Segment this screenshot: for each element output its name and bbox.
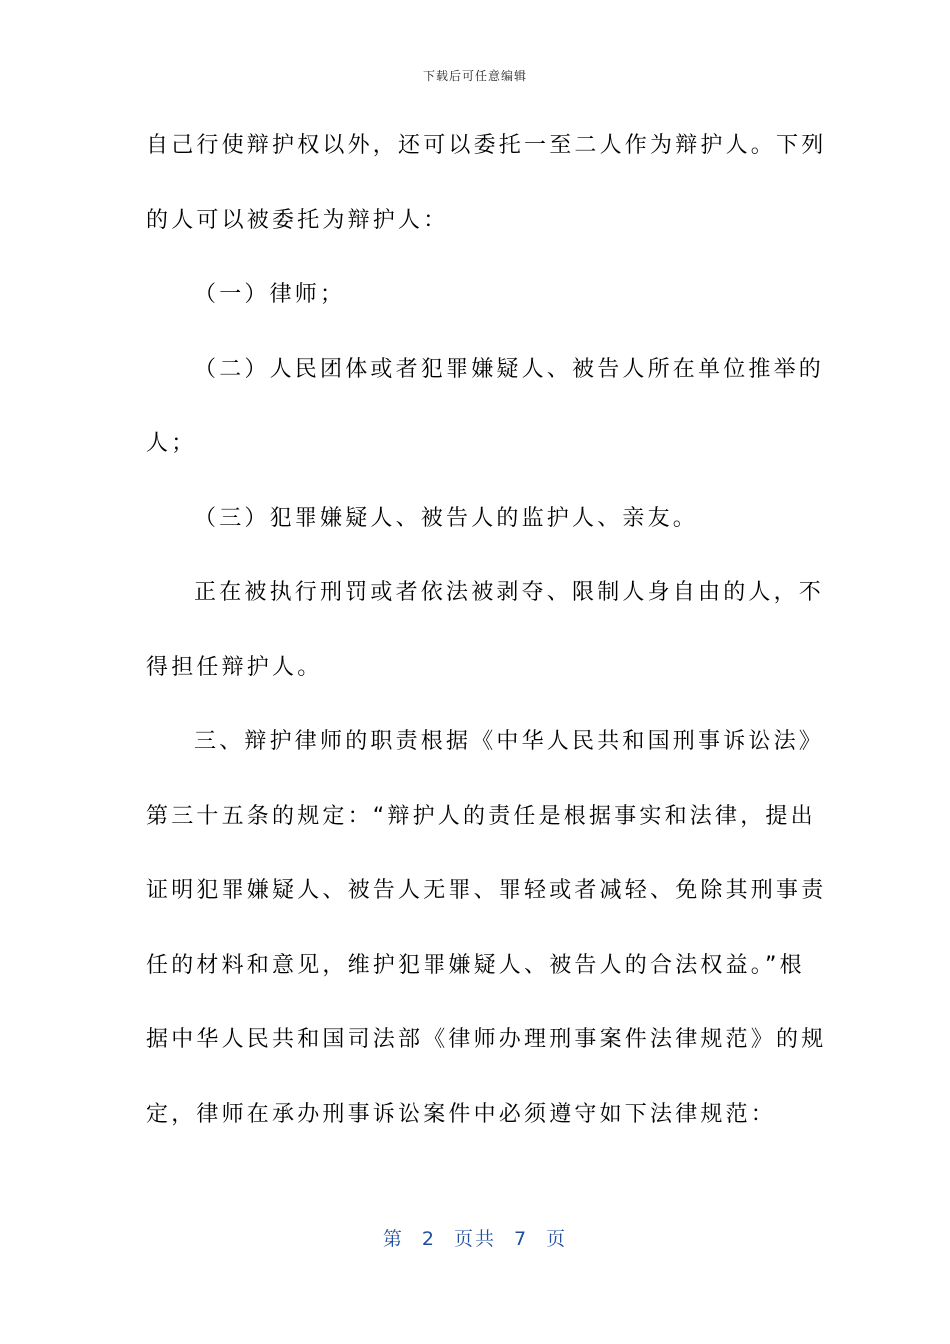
text-line: 人； (146, 431, 197, 456)
text-line: 得担任辩护人。 (146, 654, 323, 680)
section-heading: 三、辩护律师的职责根据《中华人民共和国刑事诉讼法》 (194, 729, 825, 754)
page-footer (0, 1224, 950, 1251)
list-item: （三）犯罪嫌疑人、被告人的监护人、亲友。 (194, 505, 699, 531)
paragraph-start: 正在被执行刑罚或者依法被剥夺、限制人身自由的人，不 (194, 580, 825, 605)
text-line: 自己行使辩护权以外，还可以委托一至二人作为辩护人。下列 (146, 133, 827, 158)
text-line: 据中华人民共和国司法部《律师办理刑事案件法律规范》的规 (146, 1027, 827, 1052)
text-line: 任的材料和意见，维护犯罪嫌疑人、被告人的合法权益。”根 (146, 952, 805, 978)
document-body (146, 120, 827, 1163)
footer-middle: 页共 (453, 1228, 496, 1250)
current-page-number: 2 (421, 1228, 436, 1250)
text-line: 证明犯罪嫌疑人、被告人无罪、罪轻或者减轻、免除其刑事责 (146, 878, 827, 903)
text-line: 定，律师在承办刑事诉讼案件中必须遵守如下法律规范： (146, 1101, 777, 1127)
text-line: 的人可以被委托为辩护人： (146, 207, 449, 233)
list-item: （一）律师； (194, 282, 346, 307)
list-item: （二）人民团体或者犯罪嫌疑人、被告人所在单位推举的 (194, 356, 825, 382)
footer-prefix: 第 (382, 1228, 404, 1250)
page-header: 下载后可任意编辑 (422, 69, 527, 83)
total-page-count: 7 (514, 1228, 529, 1250)
footer-suffix: 页 (546, 1228, 568, 1250)
text-line: 第三十五条的规定：“辩护人的责任是根据事实和法律，提出 (146, 803, 816, 829)
